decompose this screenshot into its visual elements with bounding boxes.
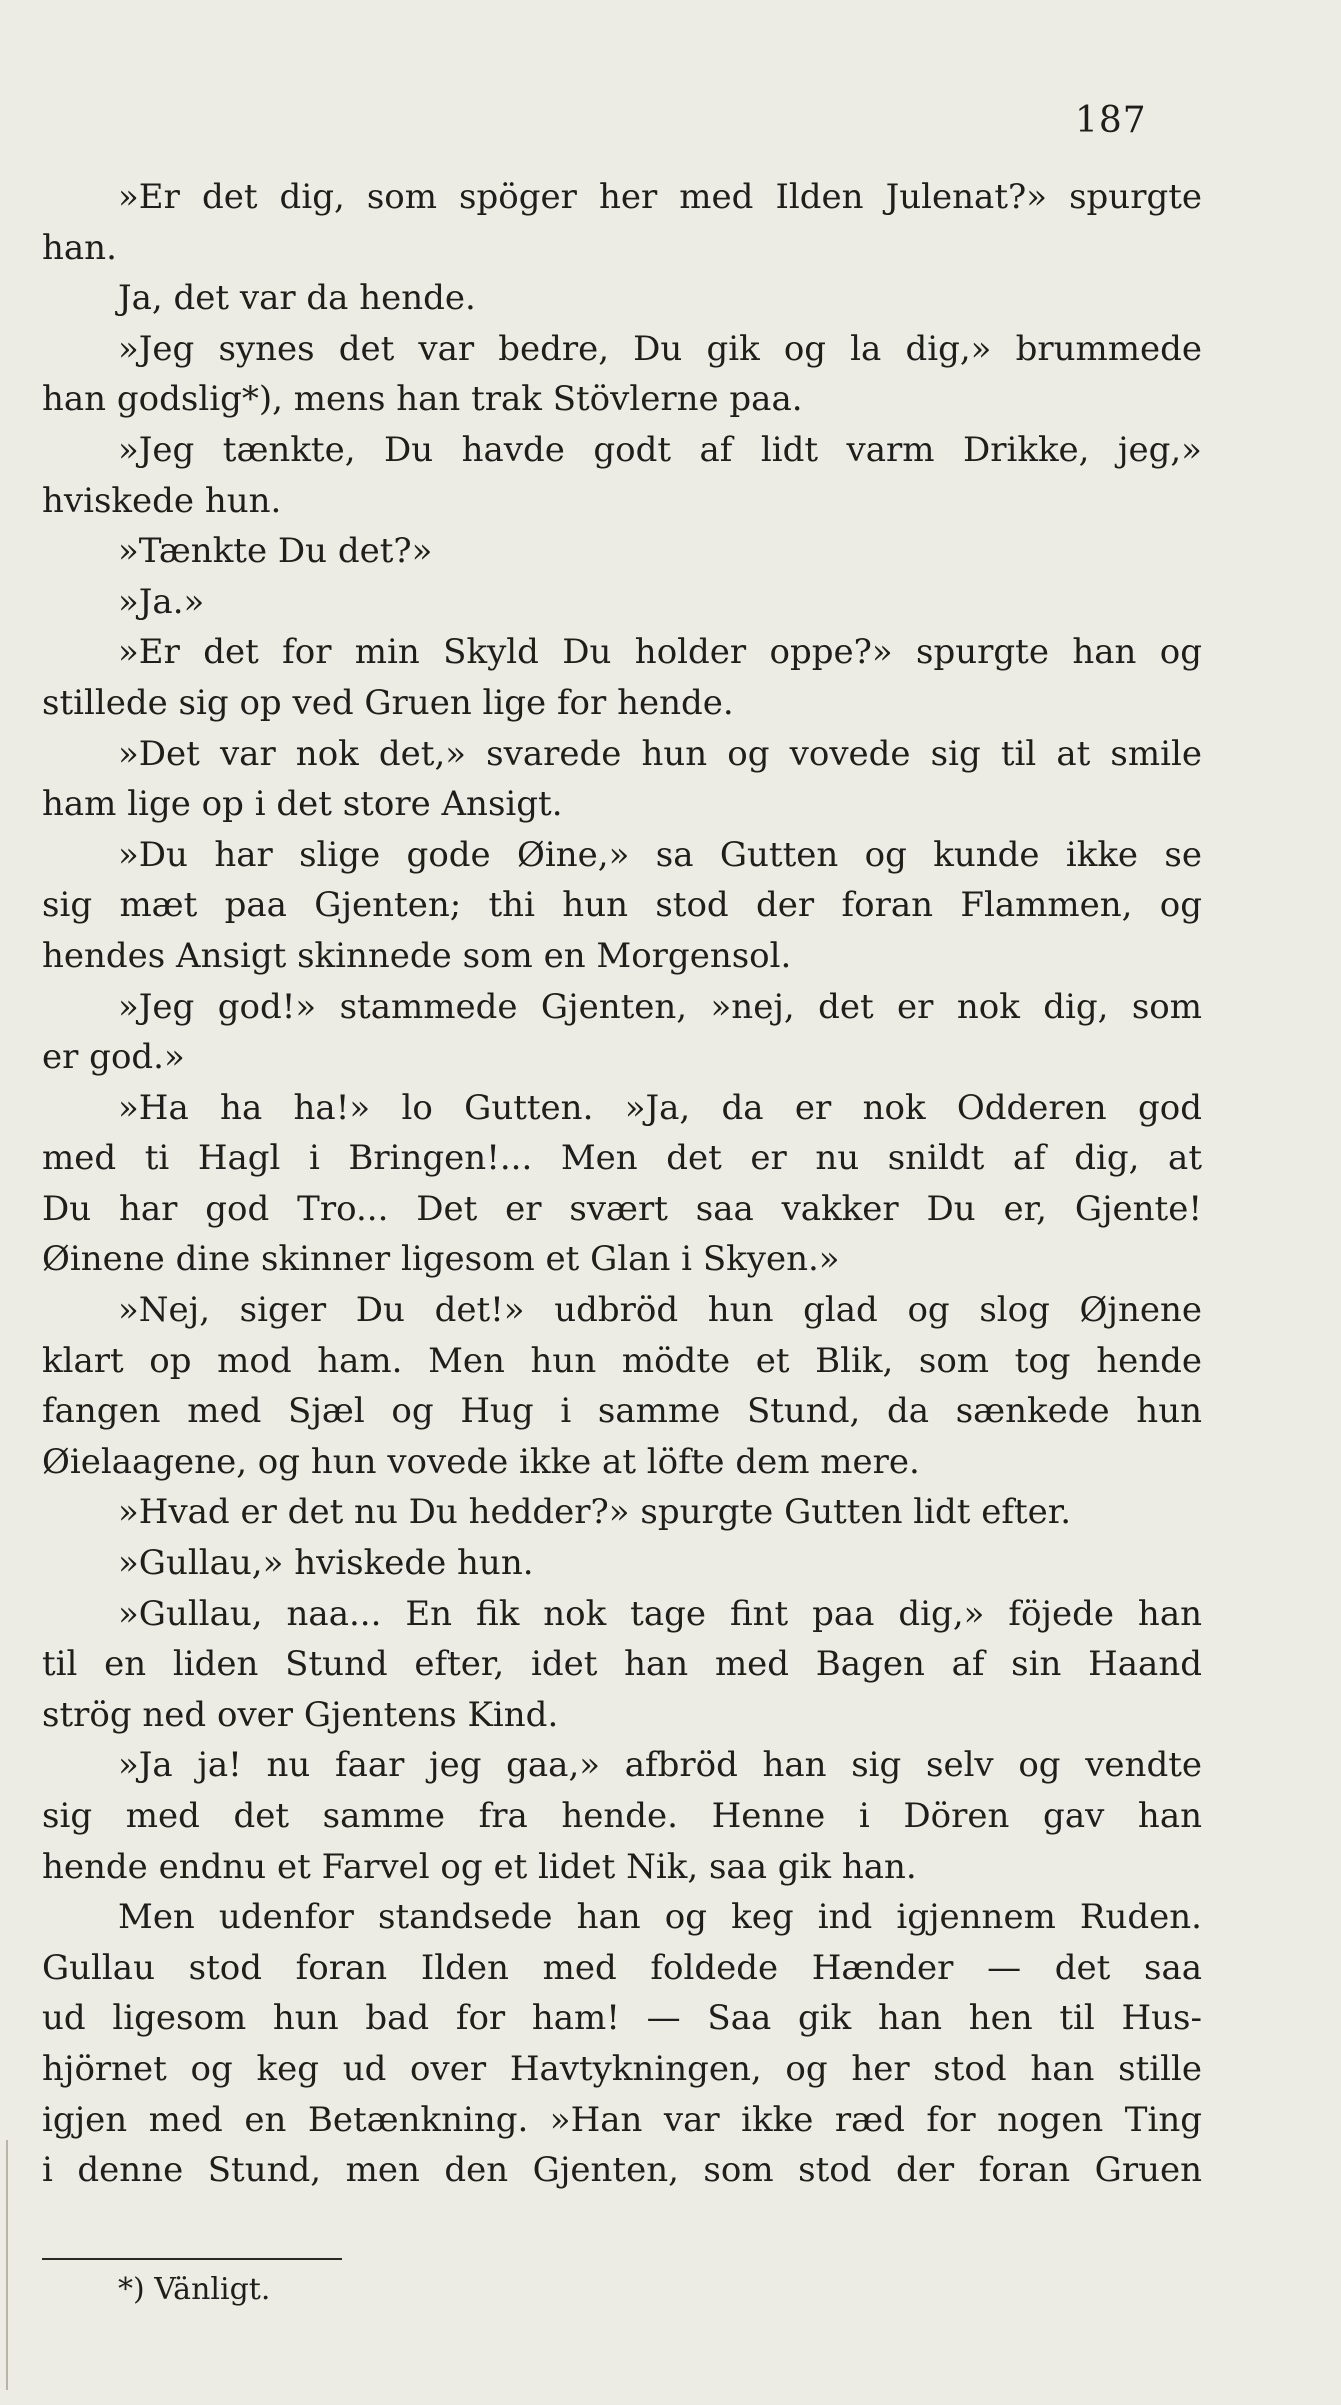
- text-line: klart op mod ham. Men hun mödte et Blik, som tog hende: [42, 1340, 1202, 1381]
- text-line: stillede sig op ved Gruen lige for hende.: [42, 682, 734, 723]
- text-line: han.: [42, 227, 117, 268]
- text-line: »Jeg tænkte, Du havde godt af lidt varm Drikke, jeg,»: [118, 429, 1202, 470]
- text-line: han godslig*), mens han trak Stövlerne paa.: [42, 379, 803, 420]
- text-line: »Er det dig, som spöger her med Ilden Julenat?» spurgte: [118, 177, 1202, 217]
- text-line: fangen med Sjæl og Hug i samme Stund, da sænkede hun: [42, 1391, 1202, 1432]
- text-line: »Jeg god!» stammede Gjenten, »nej, det er nok dig, som: [118, 986, 1202, 1027]
- footnote-rule: [42, 2258, 342, 2260]
- text-line: i denne Stund, men den Gjenten, som stod der foran Gruen: [42, 2150, 1202, 2191]
- text-line: ud ligesom hun bad for ham! — Saa gik han hen til Hus-: [42, 1998, 1202, 2039]
- footnote: [118, 2270, 270, 2310]
- body-text: [42, 172, 1202, 2196]
- text-line: »Du har slige gode Øine,» sa Gutten og kunde ikke se: [118, 834, 1202, 875]
- text-line: »Ja ja! nu faar jeg gaa,» afbröd han sig selv og vendte: [118, 1745, 1202, 1786]
- text-line: Øielaagene, og hun vovede ikke at löfte dem mere.: [42, 1441, 920, 1482]
- text-line: sig med det samme fra hende. Henne i Dören gav han: [42, 1796, 1202, 1836]
- page-number: 187: [1075, 100, 1147, 141]
- text-line: igjen med en Betænkning. »Han var ikke ræd for nogen Ting: [42, 2099, 1202, 2140]
- text-line: »Tænkte Du det?»: [118, 531, 433, 572]
- text-line: Ja, det var da hende.: [118, 278, 476, 319]
- text-line: Øinene dine skinner ligesom et Glan i Skyen.»: [42, 1239, 840, 1280]
- text-line: til en liden Stund efter, idet han med Bagen af sin Haand: [42, 1644, 1202, 1685]
- footnote-marker: *): [118, 2272, 145, 2307]
- text-line: »Gullau, naa... En fik nok tage fint paa dig,» föjede han: [118, 1593, 1202, 1634]
- text-line: er god.»: [42, 1037, 185, 1078]
- text-line: strög ned over Gjentens Kind.: [42, 1694, 559, 1735]
- text-line: »Gullau,» hviskede hun.: [118, 1543, 534, 1584]
- text-line: »Ja.»: [118, 581, 205, 622]
- text-line: »Hvad er det nu Du hedder?» spurgte Gutten lidt efter.: [118, 1492, 1072, 1533]
- text-line: Gullau stod foran Ilden med foldede Hænder — det saa: [42, 1947, 1202, 1988]
- text-line: hende endnu et Farvel og et lidet Nik, saa gik han.: [42, 1846, 917, 1887]
- text-line: »Ha ha ha!» lo Gutten. »Ja, da er nok Odderen god: [118, 1087, 1202, 1128]
- text-line: ham lige op i det store Ansigt.: [42, 784, 563, 825]
- text-line: »Jeg synes det var bedre, Du gik og la dig,» brummede: [118, 328, 1202, 369]
- text-line: »Er det for min Skyld Du holder oppe?» spurgte han og: [118, 632, 1202, 673]
- page-edge-mark: [6, 2140, 8, 2390]
- footnote-text: Vänligt.: [154, 2272, 271, 2307]
- text-line: sig mæt paa Gjenten; thi hun stod der foran Flammen, og: [42, 885, 1202, 926]
- text-line: hendes Ansigt skinnede som en Morgensol.: [42, 935, 792, 976]
- text-line: Du har god Tro... Det er svært saa vakker Du er, Gjente!: [42, 1188, 1202, 1229]
- text-line: Men udenfor standsede han og keg ind igjennem Ruden.: [118, 1897, 1202, 1938]
- text-line: hjörnet og keg ud over Havtykningen, og her stod han stille: [42, 2048, 1202, 2089]
- text-line: hviskede hun.: [42, 480, 282, 521]
- text-line: »Det var nok det,» svarede hun og vovede sig til at smile: [118, 733, 1202, 774]
- text-line: med ti Hagl i Bringen!... Men det er nu snildt af dig, at: [42, 1138, 1202, 1179]
- text-line: »Nej, siger Du det!» udbröd hun glad og slog Øjnene: [118, 1290, 1202, 1331]
